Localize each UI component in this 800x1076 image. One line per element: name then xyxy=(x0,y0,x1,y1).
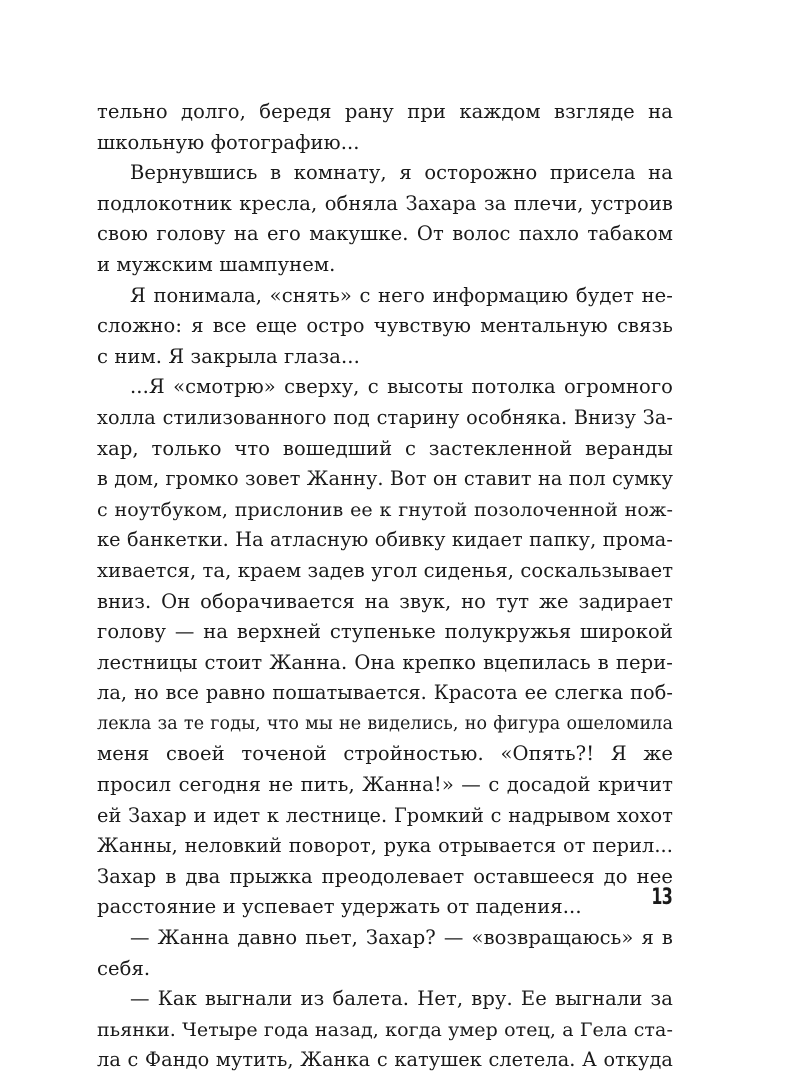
text-line: пьянки. Четыре года назад, когда умер отец, а Гела ста- xyxy=(97,1018,673,1041)
text-line: сложно: я все еще остро чувствую ментальную связь xyxy=(97,314,673,338)
text-line: подлокотник кресла, обняла Захара за плечи, устроив xyxy=(97,191,673,215)
text-line: вниз. Он оборачивается на звук, но тут же задирает xyxy=(97,589,673,613)
text-line: с ним. Я закрыла глаза... xyxy=(97,344,360,368)
text-line: с ноутбуком, прислонив ее к гнутой позолоченной нож- xyxy=(97,498,673,521)
text-line: голову — на верхней ступеньке полукружья широкой xyxy=(97,620,673,644)
text-line: просил сегодня не пить, Жанна!» — с досадой кричит xyxy=(97,773,673,797)
text-line: холла стилизованного под старину особняка. Внизу За- xyxy=(97,405,673,429)
text-line: ей Захар и идет к лестнице. Громкий с надрывом хохот xyxy=(97,803,673,827)
text-line: и мужским шампунем. xyxy=(97,252,336,276)
text-line: лекла за те годы, что мы не виделись, но фигура ошеломила xyxy=(97,713,673,734)
text-line: Жанны, неловкий поворот, рука отрывается от перил... xyxy=(97,834,673,858)
text-line: свою голову на его макушке. От волос пахло табаком xyxy=(97,222,673,246)
text-line: ла, но все равно пошатывается. Красота ее слегка поб- xyxy=(97,681,673,705)
text-line: лестницы стоит Жанна. Она крепко вцепилась в пери- xyxy=(97,650,673,674)
text-line: себя. xyxy=(97,956,151,980)
text-line: в дом, громко зовет Жанну. Вот он ставит на пол сумку xyxy=(97,467,673,491)
text-line: Вернувшись в комнату, я осторожно присела на xyxy=(130,161,673,185)
text-line: ла с Фандо мутить, Жанка с катушек слетела. А откуда xyxy=(97,1048,673,1072)
text-line: хар, только что вошедший с застекленной веранды xyxy=(97,436,673,460)
text-line: тельно долго, бередя рану при каждом взгляде на xyxy=(97,100,673,123)
text-line: Захар в два прыжка преодолевает оставшееся до нее xyxy=(97,864,673,888)
text-line: Я понимала, «снять» с него информацию будет не- xyxy=(130,283,673,307)
body-text xyxy=(97,97,673,1076)
text-line: хивается, та, краем задев угол сиденья, соскальзывает xyxy=(97,558,673,582)
text-line: — Как выгнали из балета. Нет, вру. Ее выгнали за xyxy=(130,987,673,1011)
text-line: школьную фотографию... xyxy=(97,130,360,154)
text-line: ке банкетки. На атласную обивку кидает папку, прома- xyxy=(97,528,673,552)
page-number: 13 xyxy=(651,885,672,910)
text-line: — Жанна давно пьет, Захар? — «возвращаюсь» я в xyxy=(130,926,673,950)
text-line: расстояние и успевает удержать от падения... xyxy=(97,895,582,919)
text-line: ...Я «смотрю» сверху, с высоты потолка огромного xyxy=(130,375,673,399)
text-line: меня своей точеной стройностью. «Опять?! Я же xyxy=(97,742,673,766)
